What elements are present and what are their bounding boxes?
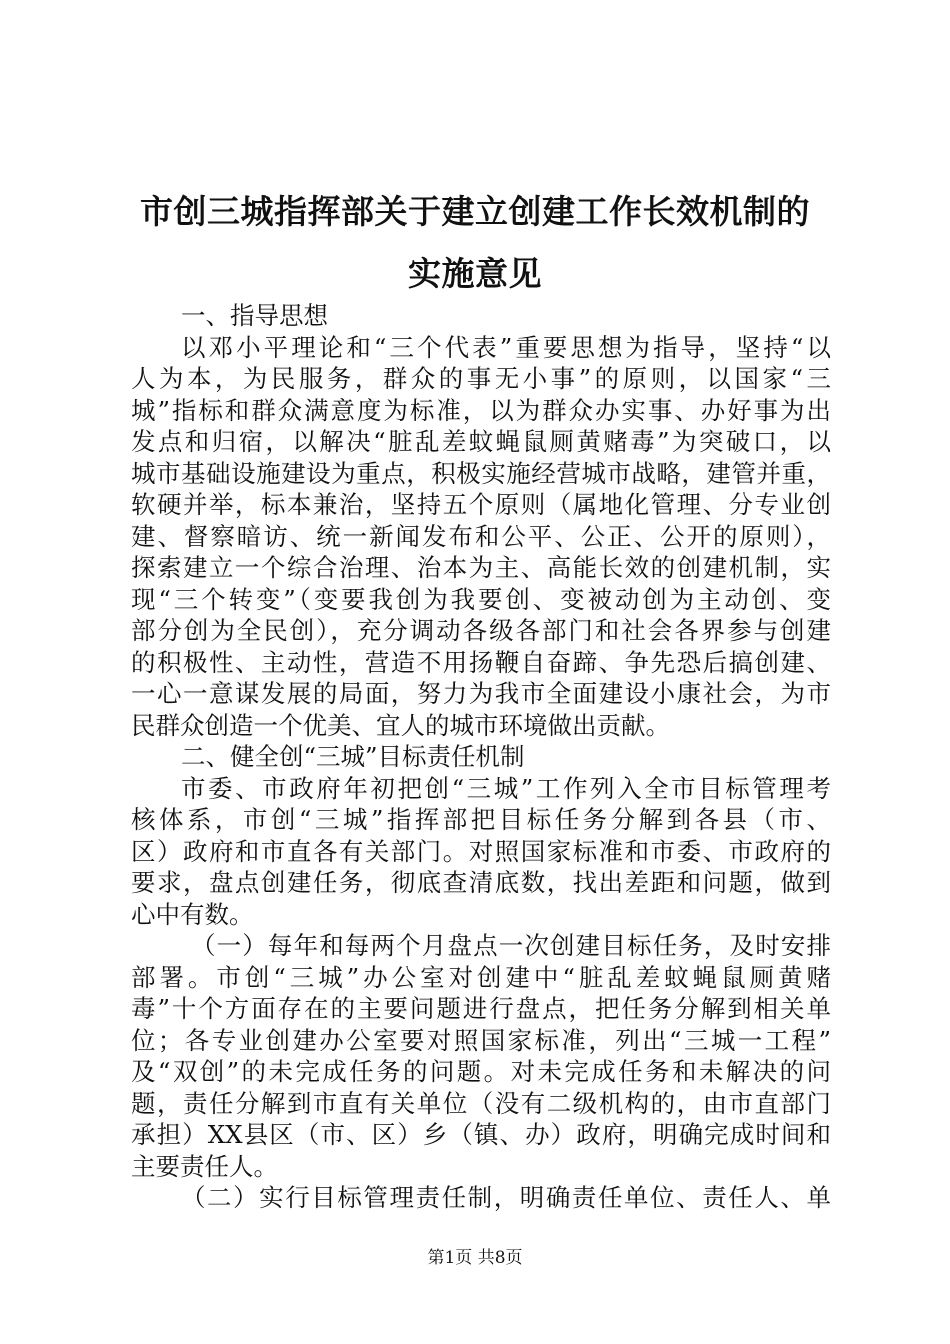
- body-line: 民群众创造一个优美、宜人的城市环境做出贡献。: [131, 710, 670, 740]
- body-line: 一、指导思想: [181, 301, 328, 330]
- body-line: 的积极性、主动性，营造不用扬鞭自奋蹄、争先恐后搞创建、: [131, 647, 831, 677]
- body-line: 发点和归宿，以解决“脏乱差蚊蝇鼠厕黄赌毒”为突破口，以: [131, 427, 831, 456]
- body-line: 二、健全创“三城”目标责任机制: [181, 742, 525, 771]
- body-line: （一）每年和每两个月盘点一次创建目标任务，及时安排: [191, 931, 831, 960]
- body-line: 毒”十个方面存在的主要问题进行盘点，把任务分解到相关单: [131, 994, 831, 1023]
- body-line: （二）实行目标管理责任制，明确责任单位、责任人、单: [181, 1183, 831, 1212]
- body-line: 建、督察暗访、统一新闻发布和公平、公正、公开的原则），: [131, 521, 831, 551]
- body-line: 主要责任人。: [131, 1151, 278, 1181]
- body-line: 题，责任分解到市直有关单位（没有二级机构的，由市直部门: [131, 1088, 831, 1118]
- document-title-line-1: 市创三城指挥部关于建立创建工作长效机制的: [140, 192, 810, 231]
- body-line: 人为本，为民服务，群众的事无小事”的原则，以国家“三: [131, 364, 831, 393]
- body-line: 一心一意谋发展的局面，努力为我市全面建设小康社会，为市: [131, 679, 831, 708]
- body-line: 以邓小平理论和“三个代表”重要思想为指导，坚持“以: [181, 332, 831, 362]
- body-line: 心中有数。: [131, 899, 254, 929]
- body-line: 承担）XX县区（市、区）乡（镇、办）政府，明确完成时间和: [131, 1120, 831, 1149]
- body-line: 城”指标和群众满意度为标准，以为群众办实事、办好事为出: [131, 395, 831, 425]
- document-body: [131, 300, 831, 1214]
- body-line: 探索建立一个综合治理、治本为主、高能长效的创建机制，实: [131, 553, 831, 582]
- body-line: 市委、市政府年初把创“三城”工作列入全市目标管理考: [181, 773, 831, 803]
- body-line: 部署。市创“三城”办公室对创建中“脏乱差蚊蝇鼠厕黄赌: [131, 962, 831, 992]
- body-line: 位；各专业创建办公室要对照国家标准，列出“三城一工程”: [131, 1025, 831, 1055]
- body-line: 区）政府和市直各有关部门。对照国家标准和市委、市政府的: [131, 836, 831, 866]
- body-line: 现“三个转变”（变要我创为我要创、变被动创为主动创、变: [131, 584, 831, 614]
- body-line: 城市基础设施建设为重点，积极实施经营城市战略，建管并重，: [131, 458, 831, 488]
- body-line: 要求，盘点创建任务，彻底查清底数，找出差距和问题，做到: [131, 868, 831, 897]
- document-title-line-2: 实施意见: [408, 254, 542, 293]
- body-line: 部分创为全民创），充分调动各级各部门和社会各界参与创建: [131, 616, 831, 645]
- body-line: 软硬并举，标本兼治，坚持五个原则（属地化管理、分专业创: [131, 490, 831, 519]
- body-line: 核体系，市创“三城”指挥部把目标任务分解到各县（市、: [131, 805, 831, 834]
- body-line: 及“双创”的未完成任务的问题。对未完成任务和未解决的问: [131, 1057, 831, 1086]
- page-footer: 第1页 共8页: [427, 1248, 523, 1268]
